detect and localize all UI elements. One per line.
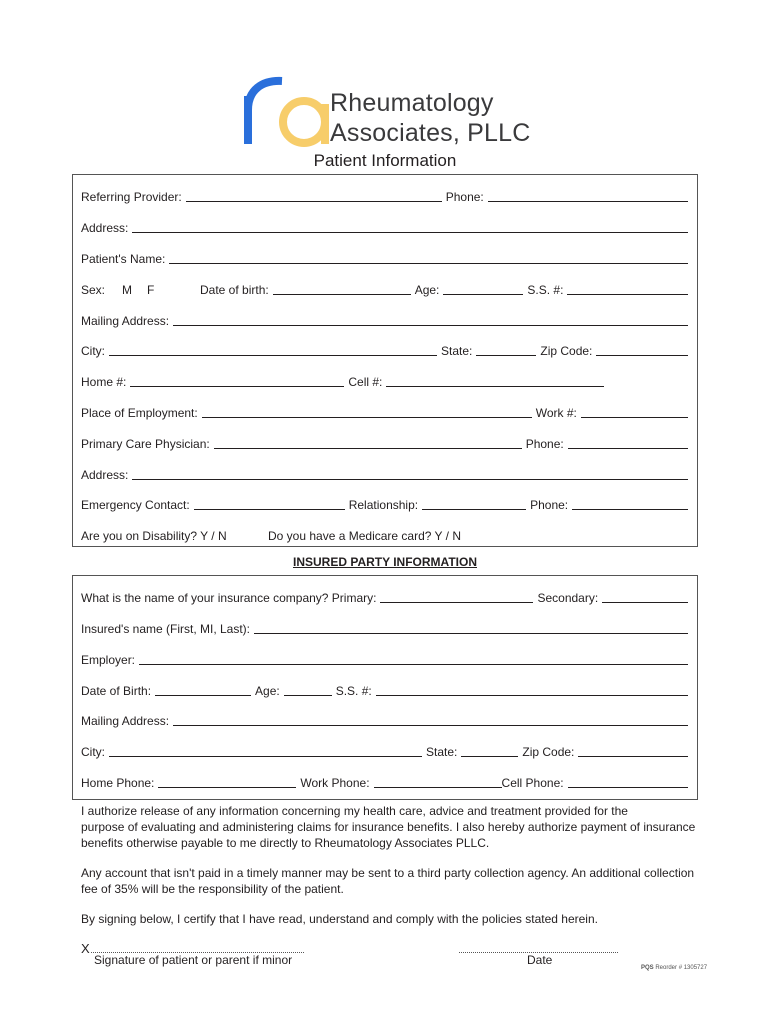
row-mailing-address [81, 312, 688, 328]
disability-question[interactable]: Are you on Disability? Y / N [81, 529, 227, 543]
pcp-field[interactable] [214, 438, 522, 449]
form-title: Patient Information [313, 151, 457, 170]
emergency-phone-label: Phone: [530, 498, 569, 512]
certification-paragraph: By signing below, I certify that I have read, understand and comply with the policies stated herein. [81, 912, 598, 926]
sex-option-f[interactable]: F [147, 283, 155, 297]
state-field[interactable] [476, 345, 536, 356]
pcp-label: Primary Care Physician: [81, 437, 210, 451]
insured-ss-field[interactable] [376, 685, 688, 696]
age-field[interactable] [443, 284, 523, 295]
emergency-phone-field[interactable] [572, 499, 688, 510]
date-caption: Date [527, 953, 553, 967]
reorder-brand: PQS [641, 965, 654, 971]
row-address [81, 219, 688, 235]
relationship-field[interactable] [422, 499, 526, 510]
sex-label: Sex: [81, 283, 106, 297]
row-city [81, 342, 688, 358]
employer-field[interactable] [139, 654, 688, 665]
cell-phone-field[interactable] [386, 376, 604, 387]
zip-label: Zip Code: [540, 344, 593, 358]
sex-option-m[interactable]: M [122, 283, 132, 297]
company-name [330, 88, 531, 148]
row-insured-mailing [81, 712, 688, 728]
insured-cell-phone-label: Cell Phone: [501, 776, 564, 790]
employment-label: Place of Employment: [81, 406, 198, 420]
insured-mailing-field[interactable] [173, 715, 688, 726]
mailing-address-label: Mailing Address: [81, 314, 170, 328]
insured-work-phone-field[interactable] [374, 777, 502, 788]
collection-line-2: fee of 35% will be the responsibility of the patient. [81, 882, 344, 896]
insurance-secondary-field[interactable] [602, 592, 688, 603]
address-field[interactable] [132, 222, 688, 233]
insurance-secondary-label: Secondary: [537, 591, 599, 605]
insured-mailing-label: Mailing Address: [81, 714, 170, 728]
insured-city-label: City: [81, 745, 105, 759]
reorder-text: Reorder # 1305727 [655, 965, 708, 971]
row-referring-provider [81, 188, 688, 204]
company-name-line2: Associates, PLLC [330, 119, 531, 147]
address-2-field[interactable] [132, 469, 688, 480]
row-employer [81, 651, 688, 667]
row-home-cell [81, 373, 688, 389]
cell-phone-label: Cell #: [348, 375, 383, 389]
ra-logo [240, 74, 330, 150]
ra-logo-icon [240, 74, 330, 150]
work-phone-field[interactable] [581, 407, 688, 418]
address-label: Address: [81, 221, 129, 235]
row-sex-dob [81, 281, 688, 297]
ss-field[interactable] [567, 284, 688, 295]
authorization-line-3: benefits otherwise payable to me directly to Rheumatology Associates PLLC. [81, 836, 490, 850]
reorder-number [641, 965, 707, 971]
dob-label: Date of birth: [200, 283, 269, 297]
insured-section-title: INSURED PARTY INFORMATION [292, 555, 477, 569]
row-emergency [81, 496, 688, 512]
emergency-contact-field[interactable] [194, 499, 345, 510]
authorization-line-2: purpose of evaluating and administering claims for insurance benefits. I also hereby authorize payment of insurance [81, 820, 696, 834]
collection-paragraph [81, 865, 701, 897]
referring-provider-label: Referring Provider: [81, 190, 182, 204]
insured-cell-phone-field[interactable] [568, 777, 688, 788]
insured-name-field[interactable] [254, 623, 688, 634]
row-address-2 [81, 466, 688, 482]
relationship-label: Relationship: [348, 498, 419, 512]
insured-state-field[interactable] [461, 746, 518, 757]
row-insured-phones [81, 774, 688, 790]
insured-work-phone-label: Work Phone: [300, 776, 370, 790]
row-insurance [81, 589, 688, 605]
authorization-line-1: I authorize release of any information concerning my health care, advice and treatment provided for the [81, 804, 628, 818]
row-pcp [81, 435, 688, 451]
row-patient-name [81, 250, 688, 266]
city-field[interactable] [109, 345, 437, 356]
referring-provider-field[interactable] [186, 191, 442, 202]
row-insured-dob [81, 682, 688, 698]
age-label: Age: [414, 283, 440, 297]
phone-field[interactable] [488, 191, 688, 202]
ss-label: S.S. #: [527, 283, 564, 297]
work-phone-label: Work #: [535, 406, 577, 420]
signature-x-mark: X [81, 941, 90, 956]
pcp-phone-label: Phone: [525, 437, 564, 451]
signature-caption: Signature of patient or parent if minor [94, 953, 293, 967]
insured-zip-field[interactable] [578, 746, 688, 757]
patient-name-label: Patient's Name: [81, 252, 166, 266]
emergency-contact-label: Emergency Contact: [81, 498, 190, 512]
home-phone-field[interactable] [130, 376, 344, 387]
company-name-line1: Rheumatology [330, 89, 494, 117]
phone-label: Phone: [445, 190, 484, 204]
insurance-primary-field[interactable] [380, 592, 533, 603]
employment-field[interactable] [202, 407, 532, 418]
zip-field[interactable] [596, 345, 688, 356]
insured-city-field[interactable] [109, 746, 422, 757]
insured-state-label: State: [426, 745, 458, 759]
dob-field[interactable] [273, 284, 411, 295]
insured-age-field[interactable] [284, 685, 332, 696]
row-disability-medicare [81, 527, 688, 543]
row-insured-city [81, 743, 688, 759]
row-insured-name [81, 620, 688, 636]
insured-dob-label: Date of Birth: [81, 684, 152, 698]
insured-age-label: Age: [255, 684, 280, 698]
pcp-phone-field[interactable] [568, 438, 688, 449]
city-label: City: [81, 344, 105, 358]
medicare-question[interactable]: Do you have a Medicare card? Y / N [268, 529, 461, 543]
employer-label: Employer: [81, 653, 136, 667]
authorization-paragraph [81, 803, 701, 851]
insured-home-phone-label: Home Phone: [81, 776, 155, 790]
mailing-address-field[interactable] [173, 315, 688, 326]
home-phone-label: Home #: [81, 375, 127, 389]
insured-name-label: Insured's name (First, MI, Last): [81, 622, 251, 636]
collection-line-1: Any account that isn't paid in a timely manner may be sent to a third party collection agency. An additional collection [81, 866, 695, 880]
insured-ss-label: S.S. #: [335, 684, 372, 698]
state-label: State: [441, 344, 473, 358]
insurance-primary-label: What is the name of your insurance company? Primary: [81, 591, 377, 605]
insured-home-phone-field[interactable] [158, 777, 296, 788]
insured-zip-label: Zip Code: [522, 745, 575, 759]
insured-dob-field[interactable] [155, 685, 251, 696]
row-employment [81, 404, 688, 420]
patient-name-field[interactable] [169, 253, 688, 264]
address-2-label: Address: [81, 468, 129, 482]
